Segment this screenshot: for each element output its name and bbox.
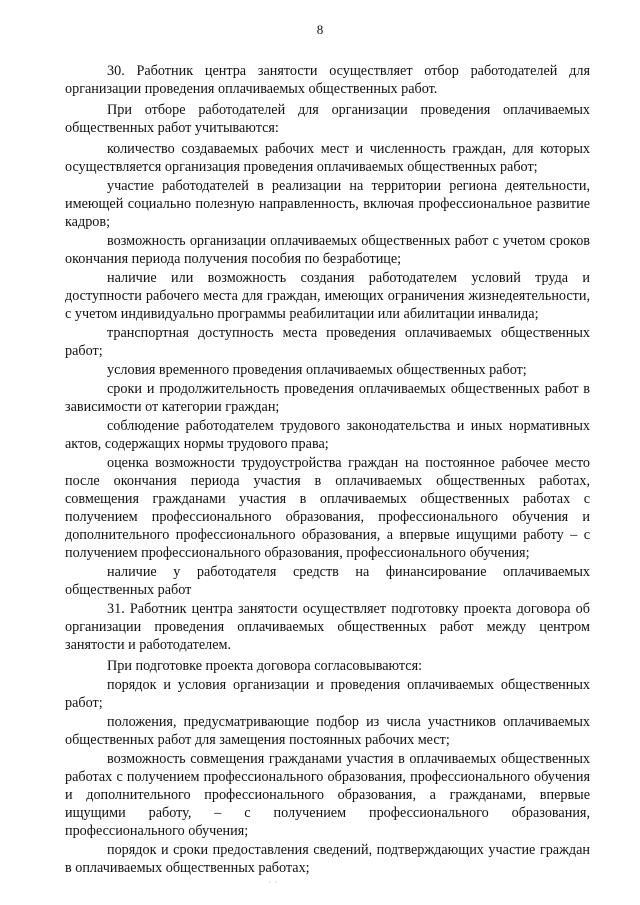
paragraph-criterion: сроки и продолжительность проведения оплачиваемых общественных работ в зависимости от категории граждан;	[65, 381, 590, 415]
paragraph-criterion: количество создаваемых рабочих мест и численность граждан, для которых осуществляется организация проведения оплачиваемых общественных работ;	[65, 141, 590, 175]
paragraph-criterion: транспортная доступность места проведения оплачиваемых общественных работ;	[65, 325, 590, 359]
paragraph-criterion: наличие или возможность создания работодателем условий труда и доступности рабочего места для граждан, имеющих ограничения жизнедеятельности, с учетом индивидуально программы реабилитации или абилитации инвалида;	[65, 270, 590, 322]
paragraph-selection-intro: При отборе работодателей для организации проведения оплачиваемых общественных работ учитываются:	[65, 102, 590, 136]
paragraph-criterion: оценка возможности трудоустройства граждан на постоянное рабочее место после окончания периода участия в оплачиваемых общественных работах, совмещения гражданами участия в оплачиваемых общественных работах с получением профессионального образования, профессионального обучения и дополнительного профессионального образования, а впервые ищущими работу – с получением профессионального образования, профессионального обучения;	[65, 455, 590, 561]
paragraph-agreement-item: положения, предусматривающие подбор из числа участников оплачиваемых общественных работ для замещения постоянных рабочих мест;	[65, 714, 590, 748]
paragraph-31: 31. Работник центра занятости осуществляет подготовку проекта договора об организации проведения оплачиваемых общественных работ между центром занятости и работодателем.	[65, 601, 590, 653]
paragraph-criterion: участие работодателей в реализации на территории региона деятельности, имеющей социально полезную направленность, включая профессиональное развитие кадров;	[65, 178, 590, 230]
paragraph-agreement-item: порядок и сроки предоставления сведений, подтверждающих участие граждан в оплачиваемых общественных работах;	[65, 842, 590, 876]
paragraph-agreement-item: порядок и условия организации и проведения оплачиваемых общественных работ;	[65, 677, 590, 711]
paragraph-agreement-intro: При подготовке проекта договора согласовываются:	[107, 658, 423, 674]
page-number: 8	[316, 22, 324, 37]
document-body	[65, 62, 590, 878]
paragraph-criterion: возможность организации оплачиваемых общественных работ с учетом сроков окончания периода получения пособия по безработице;	[65, 233, 590, 267]
paragraph-criterion: условия временного проведения оплачиваемых общественных работ;	[107, 362, 527, 378]
paragraph-agreement-item: возможность совмещения гражданами участия в оплачиваемых общественных работах с получением профессионального образования, профессионального обучения и дополнительного профессионального образования, а гражданами, впервые ищущими работу, – с получением профессионального образования, профессионального обучения;	[65, 751, 590, 839]
paragraph-30: 30. Работник центра занятости осуществляет отбор работодателей для организации проведения оплачиваемых общественных работ.	[65, 63, 590, 97]
paragraph-criterion: наличие у работодателя средств на финансирование оплачиваемых общественных работ	[65, 564, 590, 598]
scan-artifact: · ·	[268, 878, 279, 887]
paragraph-criterion: соблюдение работодателем трудового законодательства и иных нормативных актов, содержащих нормы трудового права;	[65, 418, 590, 452]
